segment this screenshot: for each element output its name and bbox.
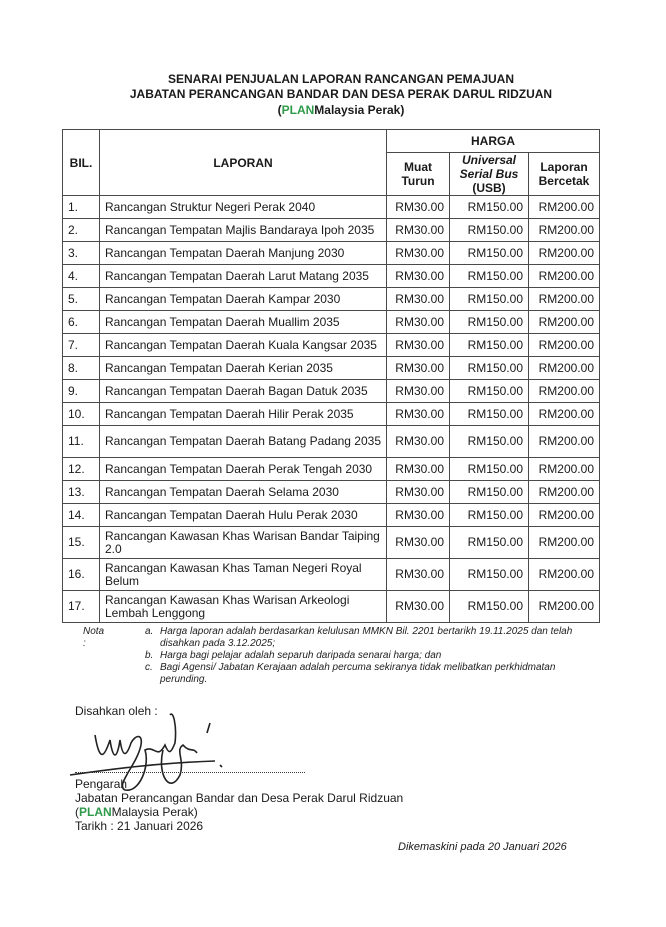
note-item xyxy=(145,626,603,650)
price-printed: RM200.00 xyxy=(529,403,600,426)
price-download: RM30.00 xyxy=(387,219,450,242)
price-printed: RM200.00 xyxy=(529,242,600,265)
price-printed: RM200.00 xyxy=(529,311,600,334)
price-download: RM30.00 xyxy=(387,591,450,623)
table-row xyxy=(63,426,600,458)
price-usb: RM150.00 xyxy=(450,288,529,311)
sign-date xyxy=(75,820,203,833)
table-row xyxy=(63,504,600,527)
table-row xyxy=(63,458,600,481)
report-name: Rancangan Tempatan Daerah Bagan Datuk 2035 xyxy=(100,380,387,403)
row-number: 15. xyxy=(63,527,100,559)
table-row xyxy=(63,265,600,288)
note-letter: a. xyxy=(145,626,154,637)
hdr-text: Laporan xyxy=(540,160,588,174)
row-number: 10. xyxy=(63,403,100,426)
note-text: Harga bagi pelajar adalah separuh daripada senarai harga; dan xyxy=(160,650,442,661)
signatory-department: Jabatan Perancangan Bandar dan Desa Perak Darul Ridzuan xyxy=(75,791,404,805)
col-muat-turun xyxy=(387,153,450,196)
row-number: 17. xyxy=(63,591,100,623)
price-printed: RM200.00 xyxy=(529,288,600,311)
plan-brand: PLAN xyxy=(79,805,112,819)
price-printed: RM200.00 xyxy=(529,481,600,504)
price-download: RM30.00 xyxy=(387,242,450,265)
price-download: RM30.00 xyxy=(387,196,450,219)
price-printed: RM200.00 xyxy=(529,219,600,242)
price-printed: RM200.00 xyxy=(529,559,600,591)
table-row xyxy=(63,357,600,380)
table-row xyxy=(63,242,600,265)
table-row xyxy=(63,591,600,623)
price-download: RM30.00 xyxy=(387,481,450,504)
table-row xyxy=(63,219,600,242)
hdr-text: Universal xyxy=(461,153,517,167)
report-name: Rancangan Kawasan Khas Warisan Arkeologi Lembah Lenggong xyxy=(100,591,387,623)
date-value: 21 Januari 2026 xyxy=(117,819,204,833)
price-usb: RM150.00 xyxy=(450,527,529,559)
approved-by-label: Disahkan oleh : xyxy=(75,704,158,718)
plan-brand: PLAN xyxy=(281,103,315,117)
report-name: Rancangan Tempatan Majlis Bandaraya Ipoh 2035 xyxy=(100,219,387,242)
note-letter: c. xyxy=(145,662,153,673)
signatory-title: Pengarah xyxy=(75,777,128,791)
row-number: 7. xyxy=(63,334,100,357)
price-printed: RM200.00 xyxy=(529,504,600,527)
row-number: 9. xyxy=(63,380,100,403)
row-number: 11. xyxy=(63,426,100,458)
row-number: 1. xyxy=(63,196,100,219)
price-download: RM30.00 xyxy=(387,311,450,334)
price-download: RM30.00 xyxy=(387,527,450,559)
price-printed: RM200.00 xyxy=(529,591,600,623)
col-usb xyxy=(450,153,529,196)
row-number: 4. xyxy=(63,265,100,288)
doc-title: SENARAI PENJUALAN LAPORAN RANCANGAN PEMAJUAN xyxy=(167,72,515,86)
table-row xyxy=(63,559,600,591)
price-download: RM30.00 xyxy=(387,288,450,311)
price-usb: RM150.00 xyxy=(450,196,529,219)
price-download: RM30.00 xyxy=(387,458,450,481)
row-number: 3. xyxy=(63,242,100,265)
hdr-text: Turun xyxy=(401,174,435,188)
price-usb: RM150.00 xyxy=(450,219,529,242)
price-printed: RM200.00 xyxy=(529,357,600,380)
row-number: 2. xyxy=(63,219,100,242)
row-number: 13. xyxy=(63,481,100,504)
report-name: Rancangan Tempatan Daerah Kuala Kangsar 2035 xyxy=(100,334,387,357)
note-text: Harga laporan adalah berdasarkan kelulusan MMKN Bil. 2201 bertarikh 19.11.2025 dan telah disahkan pada 3.12.2025; xyxy=(160,626,573,649)
org-title xyxy=(8,102,666,118)
price-usb: RM150.00 xyxy=(450,357,529,380)
price-usb: RM150.00 xyxy=(450,458,529,481)
paren: ( xyxy=(75,805,79,819)
table-row xyxy=(63,403,600,426)
table-row xyxy=(63,288,600,311)
table-row xyxy=(63,481,600,504)
price-download: RM30.00 xyxy=(387,334,450,357)
price-printed: RM200.00 xyxy=(529,265,600,288)
price-download: RM30.00 xyxy=(387,426,450,458)
report-name: Rancangan Tempatan Daerah Kerian 2035 xyxy=(100,357,387,380)
price-printed: RM200.00 xyxy=(529,334,600,357)
price-usb: RM150.00 xyxy=(450,591,529,623)
report-name: Rancangan Tempatan Daerah Kampar 2030 xyxy=(100,288,387,311)
hdr-text: Bercetak xyxy=(538,174,590,188)
report-name: Rancangan Tempatan Daerah Larut Matang 2035 xyxy=(100,265,387,288)
table-row xyxy=(63,527,600,559)
row-number: 8. xyxy=(63,357,100,380)
price-usb: RM150.00 xyxy=(450,504,529,527)
report-name: Rancangan Tempatan Daerah Selama 2030 xyxy=(100,481,387,504)
price-printed: RM200.00 xyxy=(529,458,600,481)
price-usb: RM150.00 xyxy=(450,380,529,403)
price-printed: RM200.00 xyxy=(529,527,600,559)
price-download: RM30.00 xyxy=(387,357,450,380)
price-download: RM30.00 xyxy=(387,265,450,288)
note-text: Bagi Agensi/ Jabatan Kerajaan adalah percuma sekiranya tidak melibatkan perkhidmatan perunding. xyxy=(160,662,556,685)
price-download: RM30.00 xyxy=(387,559,450,591)
report-name: Rancangan Kawasan Khas Warisan Bandar Taiping 2.0 xyxy=(100,527,387,559)
table-row xyxy=(63,196,600,219)
hdr-text: Muat xyxy=(404,160,432,174)
price-printed: RM200.00 xyxy=(529,380,600,403)
price-usb: RM150.00 xyxy=(450,242,529,265)
row-number: 14. xyxy=(63,504,100,527)
signature-line xyxy=(75,772,305,773)
report-name: Rancangan Tempatan Daerah Muallim 2035 xyxy=(100,311,387,334)
report-name: Rancangan Kawasan Khas Taman Negeri Royal Belum xyxy=(100,559,387,591)
paren: ( xyxy=(277,103,282,117)
org-rest: Malaysia Perak) xyxy=(314,103,405,117)
col-laporan: LAPORAN xyxy=(100,130,387,196)
org-rest: Malaysia Perak) xyxy=(111,805,198,819)
price-usb: RM150.00 xyxy=(450,334,529,357)
price-table xyxy=(62,129,600,623)
hdr-text: (USB) xyxy=(472,181,506,195)
report-name: Rancangan Struktur Negeri Perak 2040 xyxy=(100,196,387,219)
price-usb: RM150.00 xyxy=(450,403,529,426)
price-usb: RM150.00 xyxy=(450,559,529,591)
col-bercetak xyxy=(529,153,600,196)
last-updated: Dikemaskini pada 20 Januari 2026 xyxy=(398,841,567,853)
table-row xyxy=(63,334,600,357)
department-title: JABATAN PERANCANGAN BANDAR DAN DESA PERAK DARUL RIDZUAN xyxy=(129,87,553,101)
date-label: Tarikh : xyxy=(75,819,114,833)
signatory-org xyxy=(75,806,198,819)
note-letter: b. xyxy=(145,650,154,661)
report-name: Rancangan Tempatan Daerah Perak Tengah 2030 xyxy=(100,458,387,481)
note-item xyxy=(145,662,603,686)
table-row xyxy=(63,311,600,334)
col-harga: HARGA xyxy=(387,130,600,153)
row-number: 6. xyxy=(63,311,100,334)
price-usb: RM150.00 xyxy=(450,311,529,334)
report-name: Rancangan Tempatan Daerah Manjung 2030 xyxy=(100,242,387,265)
price-download: RM30.00 xyxy=(387,504,450,527)
report-name: Rancangan Tempatan Daerah Hulu Perak 2030 xyxy=(100,504,387,527)
col-bil: BIL. xyxy=(63,130,100,196)
row-number: 16. xyxy=(63,559,100,591)
row-number: 12. xyxy=(63,458,100,481)
price-download: RM30.00 xyxy=(387,403,450,426)
price-usb: RM150.00 xyxy=(450,426,529,458)
price-usb: RM150.00 xyxy=(450,265,529,288)
price-download: RM30.00 xyxy=(387,380,450,403)
notes-label: Nota : xyxy=(83,626,105,649)
hdr-text: Serial Bus xyxy=(459,167,519,181)
report-name: Rancangan Tempatan Daerah Hilir Perak 2035 xyxy=(100,403,387,426)
table-row xyxy=(63,380,600,403)
row-number: 5. xyxy=(63,288,100,311)
note-item xyxy=(145,650,603,662)
report-name: Rancangan Tempatan Daerah Batang Padang 2035 xyxy=(100,426,387,458)
price-usb: RM150.00 xyxy=(450,481,529,504)
price-printed: RM200.00 xyxy=(529,426,600,458)
price-printed: RM200.00 xyxy=(529,196,600,219)
